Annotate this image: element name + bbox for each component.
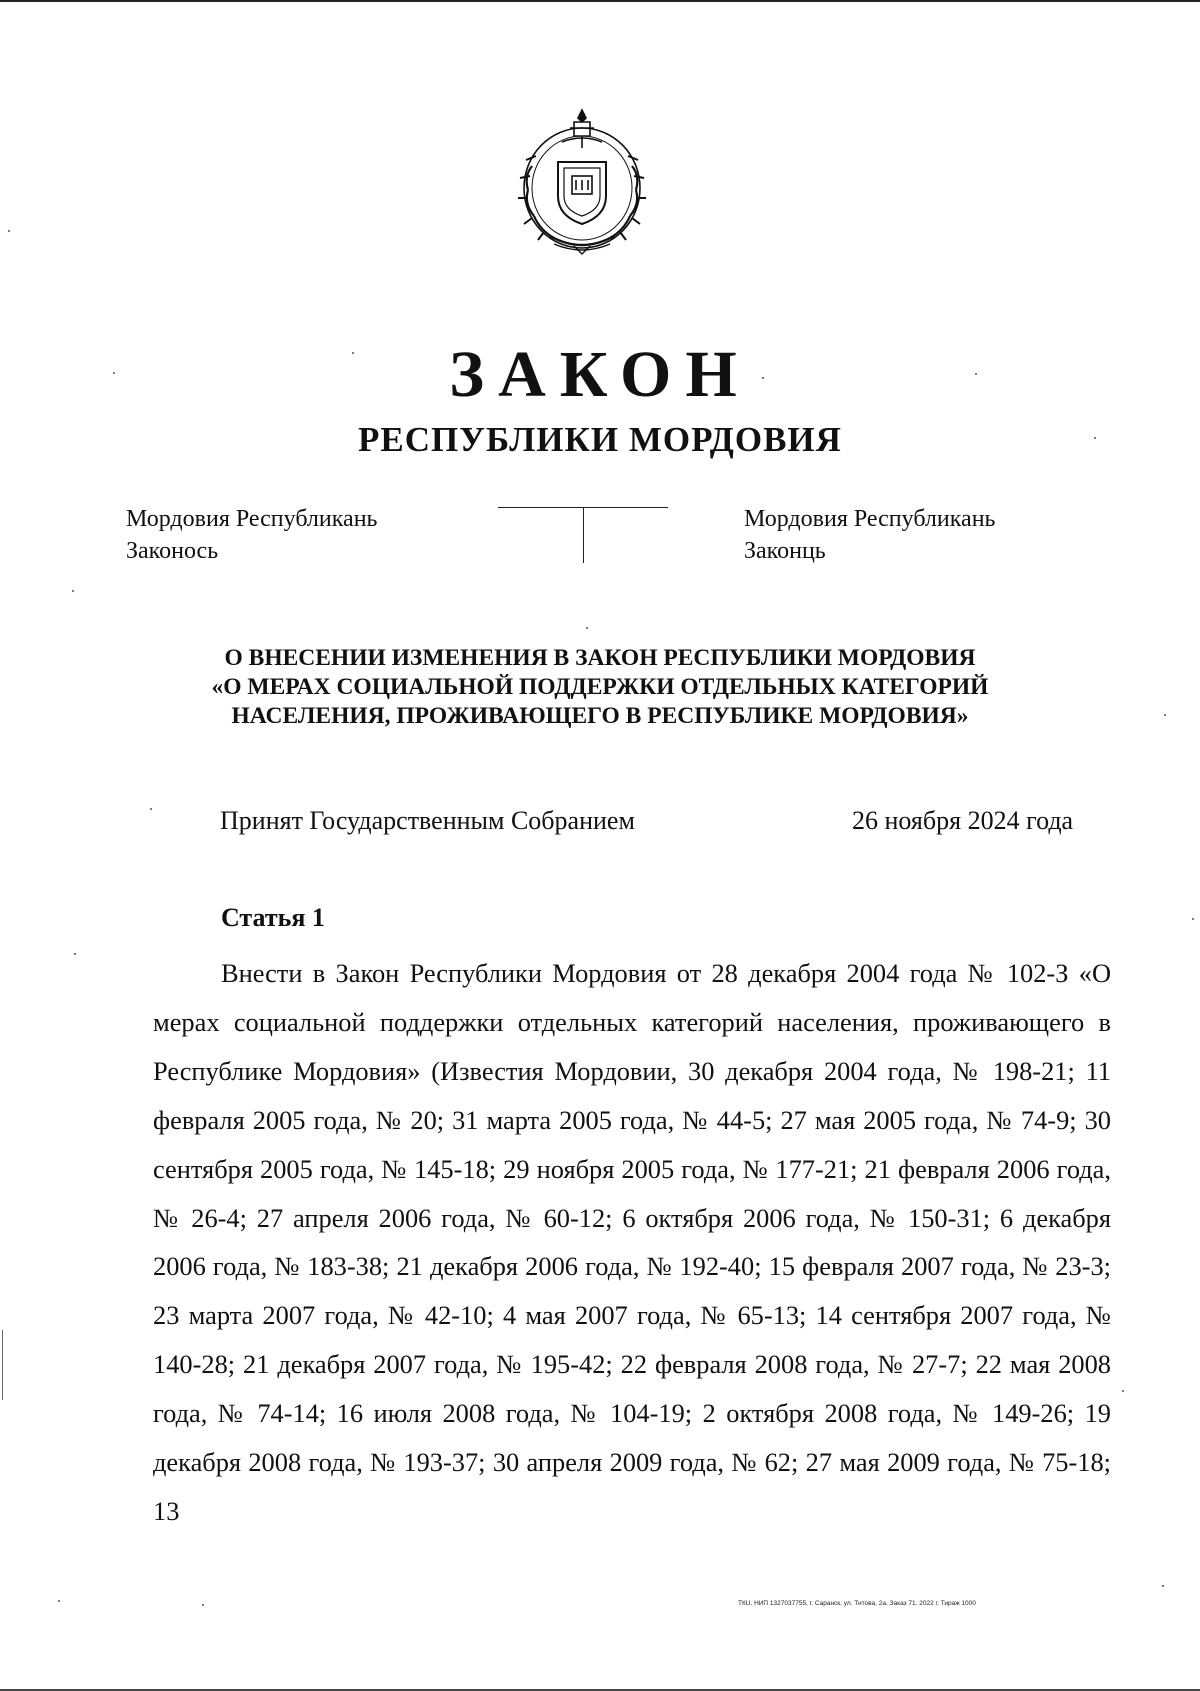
adoption-label: Принят Государственным Собранием <box>220 806 635 835</box>
scan-speck <box>975 373 977 375</box>
article-body: Внести в Закон Республики Мордовия от 28 декабря 2004 года № 102-З «О мерах социальной поддержки отдельных категорий населения, проживающего в Республике Мордовия» (Известия Мордовии, 30 декабря 2004 года, № 198-21; 11 февраля 2005 года, № 20; 31 марта 2005 года, № 44-5; 27 мая 2005 года, № 74-9; 30 сентября 2005 года, № 145-18; 29 ноября 2005 года, № 177-21; 21 февраля 2006 года, № 26-4; 27 апреля 2006 года, № 60-12; 6 октября 2006 года, № 150-31; 6 декабря 2006 года, № 183-38; 21 декабря 2006 года, № 192-40; 15 февраля 2007 года, № 23-3; 23 марта 2007 года, № 42-10; 4 мая 2007 года, № 65-13; 14 сентября 2007 года, № 140-28; 21 декабря 2007 года, № 195-42; 22 февраля 2008 года, № 27-7; 22 мая 2008 года, № 74-14; 16 июля 2008 года, № 104-19; 2 октября 2008 года, № 149-26; 19 декабря 2008 года, № 193-37; 30 апреля 2009 года, № 62; 27 мая 2009 года, № 75-18; 13 <box>153 958 1111 1526</box>
scan-speck <box>1164 714 1166 716</box>
law-title-line2: «О МЕРАХ СОЦИАЛЬНОЙ ПОДДЕРЖКИ ОТДЕЛЬНЫХ КАТЕГОРИЙ <box>211 674 989 700</box>
law-title <box>0 644 1200 731</box>
scan-speck <box>352 352 354 354</box>
header-separator-vertical <box>583 507 584 563</box>
coat-of-arms-icon <box>514 106 650 256</box>
scan-left-mark <box>2 1330 3 1400</box>
scan-speck <box>202 1604 204 1606</box>
moksha-title-right <box>744 503 995 567</box>
moksha-title-left <box>126 503 377 567</box>
law-title-line1: О ВНЕСЕНИИ ИЗМЕНЕНИЯ В ЗАКОН РЕСПУБЛИКИ МОРДОВИЯ <box>224 645 976 671</box>
moksha-right-line1: Мордовия Республикань <box>744 506 996 532</box>
print-imprint: ТКU. НИП 1327037755, г. Саранск, ул. Титова, 2а. Заказ 71. 2022 г. Тираж 1000 <box>738 1600 976 1607</box>
law-title-line3: НАСЕЛЕНИЯ, ПРОЖИВАЮЩЕГО В РЕСПУБЛИКЕ МОРДОВИЯ» <box>231 703 969 729</box>
scan-speck <box>762 377 764 379</box>
article-heading: Статья 1 <box>221 903 325 932</box>
scan-speck <box>8 230 10 232</box>
scan-speck <box>113 372 115 374</box>
moksha-left-line2: Законось <box>126 538 219 564</box>
scan-speck <box>150 808 152 810</box>
scan-speck <box>1122 1390 1124 1392</box>
scan-speck <box>58 1600 60 1602</box>
scan-speck <box>1094 437 1096 439</box>
scan-speck <box>72 590 74 592</box>
moksha-right-line2: Законць <box>744 538 826 564</box>
scan-speck <box>74 953 76 955</box>
adoption-date: 26 ноября 2024 года <box>852 806 1074 835</box>
republic-name: РЕСПУБЛИКИ МОРДОВИЯ <box>358 420 842 459</box>
scan-top-edge <box>0 0 1200 2</box>
scan-speck <box>586 627 588 629</box>
scan-speck <box>1192 918 1194 920</box>
document-type-title: ЗАКОН <box>449 338 751 411</box>
moksha-left-line1: Мордовия Республикань <box>126 506 378 532</box>
scan-speck <box>1162 1585 1164 1587</box>
